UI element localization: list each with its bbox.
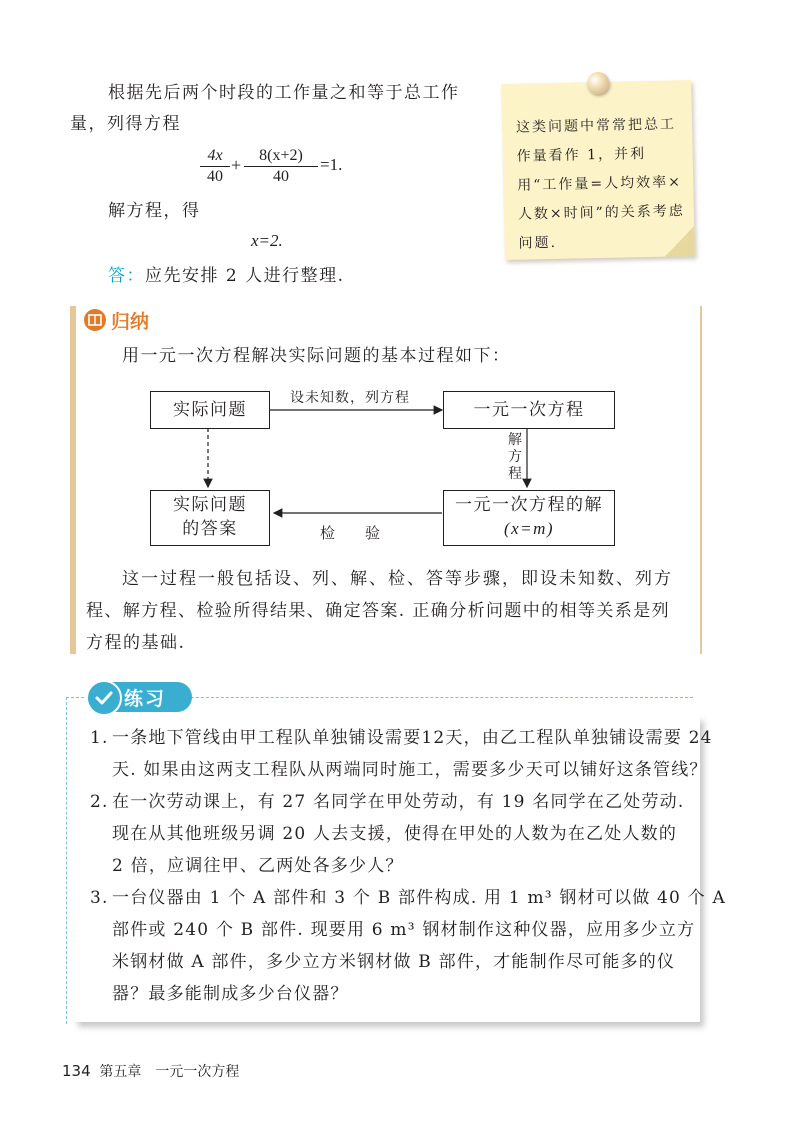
summary-title: 归纳 (111, 311, 150, 333)
flow-box-real-problem: 实际问题 (150, 391, 270, 429)
answer-text: 应先安排 2 人进行整理. (145, 266, 345, 286)
fraction-1-denominator: 40 (200, 166, 230, 187)
flow-box-answer (150, 490, 270, 546)
flow-box-equation: 一元一次方程 (443, 391, 615, 429)
question-3-line-2: 部件或 240 个 B 部件. 现要用 6 m³ 钢材制作这种仪器，应用多少立方 (112, 920, 696, 940)
pencil-check-icon (86, 680, 122, 716)
question-2-number: 2. (90, 792, 109, 812)
flow-box-solution-line-1: 一元一次方程的解 (455, 495, 603, 515)
answer (108, 263, 345, 289)
question-1-number: 1. (90, 728, 109, 748)
answer-label: 答： (108, 266, 145, 286)
question-1-line-2: 天. 如果由这两支工程队从两端同时施工，需要多少天可以铺好这条管线？ (112, 760, 708, 780)
sticky-note (501, 80, 695, 260)
question-3-number: 3. (90, 888, 109, 908)
summary-book-icon (84, 309, 106, 331)
flow-label-solve-char-3: 程 (508, 466, 522, 482)
question-3-line-3: 米钢材做 A 部件，多少立方米钢材做 B 部件，才能制作尽可能多的仪 (112, 952, 676, 972)
equation-rhs: =1. (320, 155, 343, 174)
fraction-1-numerator: 4x (207, 147, 223, 164)
pushpin-icon (587, 72, 609, 94)
equation-fraction-1 (200, 146, 230, 187)
flow-label-solve-char-2: 方 (508, 449, 522, 465)
page-number: 134 (62, 1062, 91, 1080)
flow-label-set-up: 设未知数，列方程 (290, 390, 410, 406)
flow-box-solution (443, 490, 615, 546)
summary-para-line-1: 这一过程一般包括设、列、解、检、答等步骤，即设未知数、列方 (122, 569, 673, 589)
summary-para-line-3: 方程的基础. (86, 633, 186, 653)
question-2-line-1: 在一次劳动课上，有 27 名同学在甲处劳动，有 19 名同学在乙处劳动. (112, 792, 685, 812)
solve-label: 解方程，得 (108, 201, 201, 221)
equation-plus: + (231, 155, 242, 175)
flow-label-solve-char-1: 解 (508, 432, 522, 448)
flow-box-solution-line-2: (x=m) (503, 519, 555, 538)
note-corner-curl (664, 226, 695, 257)
page-footer (62, 1061, 239, 1081)
flow-box-answer-line-1: 实际问题 (173, 495, 247, 515)
summary-intro: 用一元一次方程解决实际问题的基本过程如下： (122, 346, 511, 366)
fraction-2-numerator: 8(x+2) (259, 147, 303, 164)
summary-para-line-2: 程、解方程、检验所得结果、确定答案. 正确分析问题中的相等关系是列 (86, 601, 671, 621)
fraction-2-denominator: 40 (244, 166, 318, 187)
flow-box-answer-line-2: 的答案 (182, 519, 238, 539)
flow-label-solve (508, 432, 522, 483)
exercise-title: 练习 (124, 688, 167, 710)
flow-label-check: 检 验 (320, 524, 381, 542)
note-text: 这类问题中常常把总工作量看作 1，并利用“工作量=人均效率×人数×时间”的关系考虑问题. (515, 116, 685, 252)
question-3-line-1: 一台仪器由 1 个 A 部件和 3 个 B 部件构成. 用 1 m³ 钢材可以做 40 个 A (112, 888, 726, 908)
equation-fraction-2 (244, 146, 318, 187)
question-2-line-3: 2 倍，应调往甲、乙两处各多少人？ (112, 856, 404, 876)
question-2-line-2: 现在从其他班级另调 20 人去支援，使得在甲处的人数为在乙处人数的 (112, 824, 678, 844)
chapter-title: 第五章 一元一次方程 (99, 1064, 240, 1080)
solve-result: x=2. (251, 231, 283, 250)
question-1-line-1: 一条地下管线由甲工程队单独铺设需要12天，由乙工程队单独铺设需要 24 (112, 728, 713, 748)
question-3-line-4: 器？最多能制成多少台仪器？ (112, 984, 349, 1004)
intro-line-1: 根据先后两个时段的工作量之和等于总工作 (108, 83, 460, 103)
intro-line-2: 量，列得方程 (70, 114, 181, 134)
